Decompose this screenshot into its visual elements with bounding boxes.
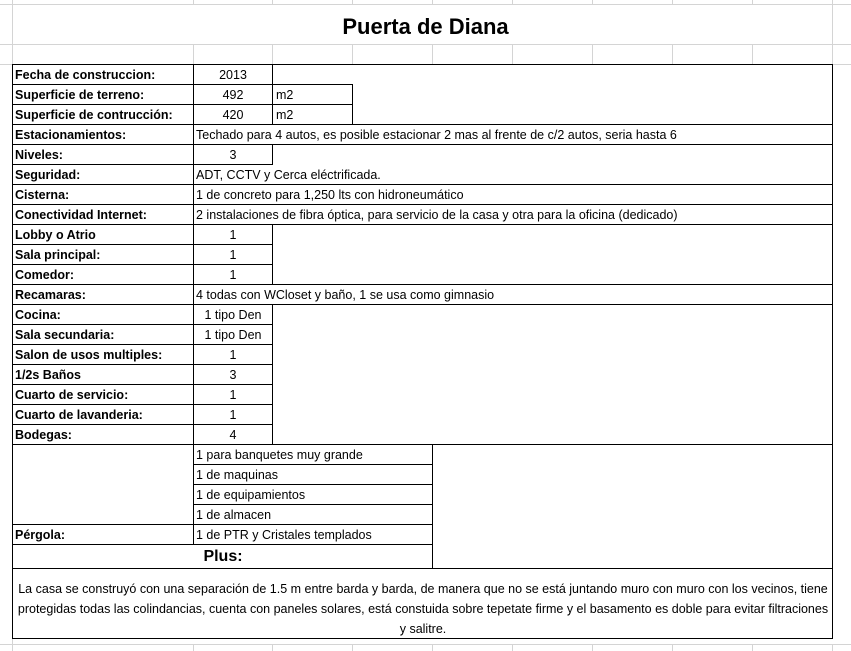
bodega-item: 1 de almacen	[196, 508, 272, 522]
terreno-label: Superficie de terreno:	[15, 88, 145, 102]
construccion-value: 420	[222, 108, 244, 122]
comedor-label: Comedor:	[15, 268, 75, 282]
seguridad-label: Seguridad:	[15, 168, 81, 182]
bodegas-value: 4	[229, 428, 237, 442]
construccion-label: Superficie de contrucción:	[15, 108, 173, 122]
pergola-value: 1 de PTR y Cristales templados	[196, 528, 372, 542]
bodega-item: 1 de maquinas	[196, 468, 279, 482]
sala-principal-label: Sala principal:	[15, 248, 101, 262]
fecha-value: 2013	[219, 68, 247, 82]
recamaras-value: 4 todas con WCloset y baño, 1 se usa como gimnasio	[196, 288, 495, 302]
terreno-value: 492	[222, 88, 244, 102]
niveles-label: Niveles:	[15, 148, 63, 162]
cisterna-value: 1 de concreto para 1,250 lts con hidroneumático	[196, 188, 464, 202]
cocina-value: 1 tipo Den	[204, 308, 262, 322]
lavanderia-label: Cuarto de lavanderia:	[15, 408, 143, 422]
salon-value: 1	[229, 348, 237, 362]
sala-secundaria-value: 1 tipo Den	[204, 328, 262, 342]
bodegas-label: Bodegas:	[15, 428, 72, 442]
lobby-value: 1	[229, 228, 237, 242]
construccion-unit: m2	[276, 108, 294, 122]
sala-secundaria-label: Sala secundaria:	[15, 328, 115, 342]
internet-value: 2 instalaciones de fibra óptica, para servicio de la casa y otra para la oficina (dedicado)	[196, 208, 678, 222]
cuarto-servicio-label: Cuarto de servicio:	[15, 388, 129, 402]
lobby-label: Lobby o Atrio	[15, 228, 96, 242]
comedor-value: 1	[229, 268, 237, 282]
internet-label: Conectividad Internet:	[15, 208, 147, 222]
plus-note: La casa se construyó con una separación de 1.5 m entre barda y barda, de manera que no se está juntando muro con muro con los vecinos, tiene protegidas todas las colindancias, cuenta con paneles solares, está constuida sobre tepetate firme y el basamento es doble para evitar filtraciones y salitre.	[17, 582, 829, 636]
cocina-label: Cocina:	[15, 308, 61, 322]
medios-banos-value: 3	[229, 368, 237, 382]
cisterna-label: Cisterna:	[15, 188, 70, 202]
lavanderia-value: 1	[229, 408, 237, 422]
niveles-value: 3	[229, 148, 237, 162]
recamaras-label: Recamaras:	[15, 288, 86, 302]
sala-principal-value: 1	[229, 248, 237, 262]
cuarto-servicio-value: 1	[229, 388, 237, 402]
page-title: Puerta de Diana	[342, 14, 509, 39]
bodega-item: 1 para banquetes muy grande	[196, 448, 363, 462]
pergola-label: Pérgola:	[15, 528, 66, 542]
plus-label: Plus:	[203, 548, 243, 565]
terreno-unit: m2	[276, 88, 294, 102]
estacionamientos-value: Techado para 4 autos, es posible estacionar 2 mas al frente de c/2 autos, seria hasta 6	[196, 128, 677, 142]
estacionamientos-label: Estacionamientos:	[15, 128, 127, 142]
salon-label: Salon de usos multiples:	[15, 348, 163, 362]
seguridad-value: ADT, CCTV y Cerca eléctrificada.	[196, 168, 381, 182]
bodega-item: 1 de equipamientos	[196, 488, 306, 502]
medios-banos-label: 1/2s Baños	[15, 368, 82, 382]
fecha-label: Fecha de construccion:	[15, 68, 156, 82]
